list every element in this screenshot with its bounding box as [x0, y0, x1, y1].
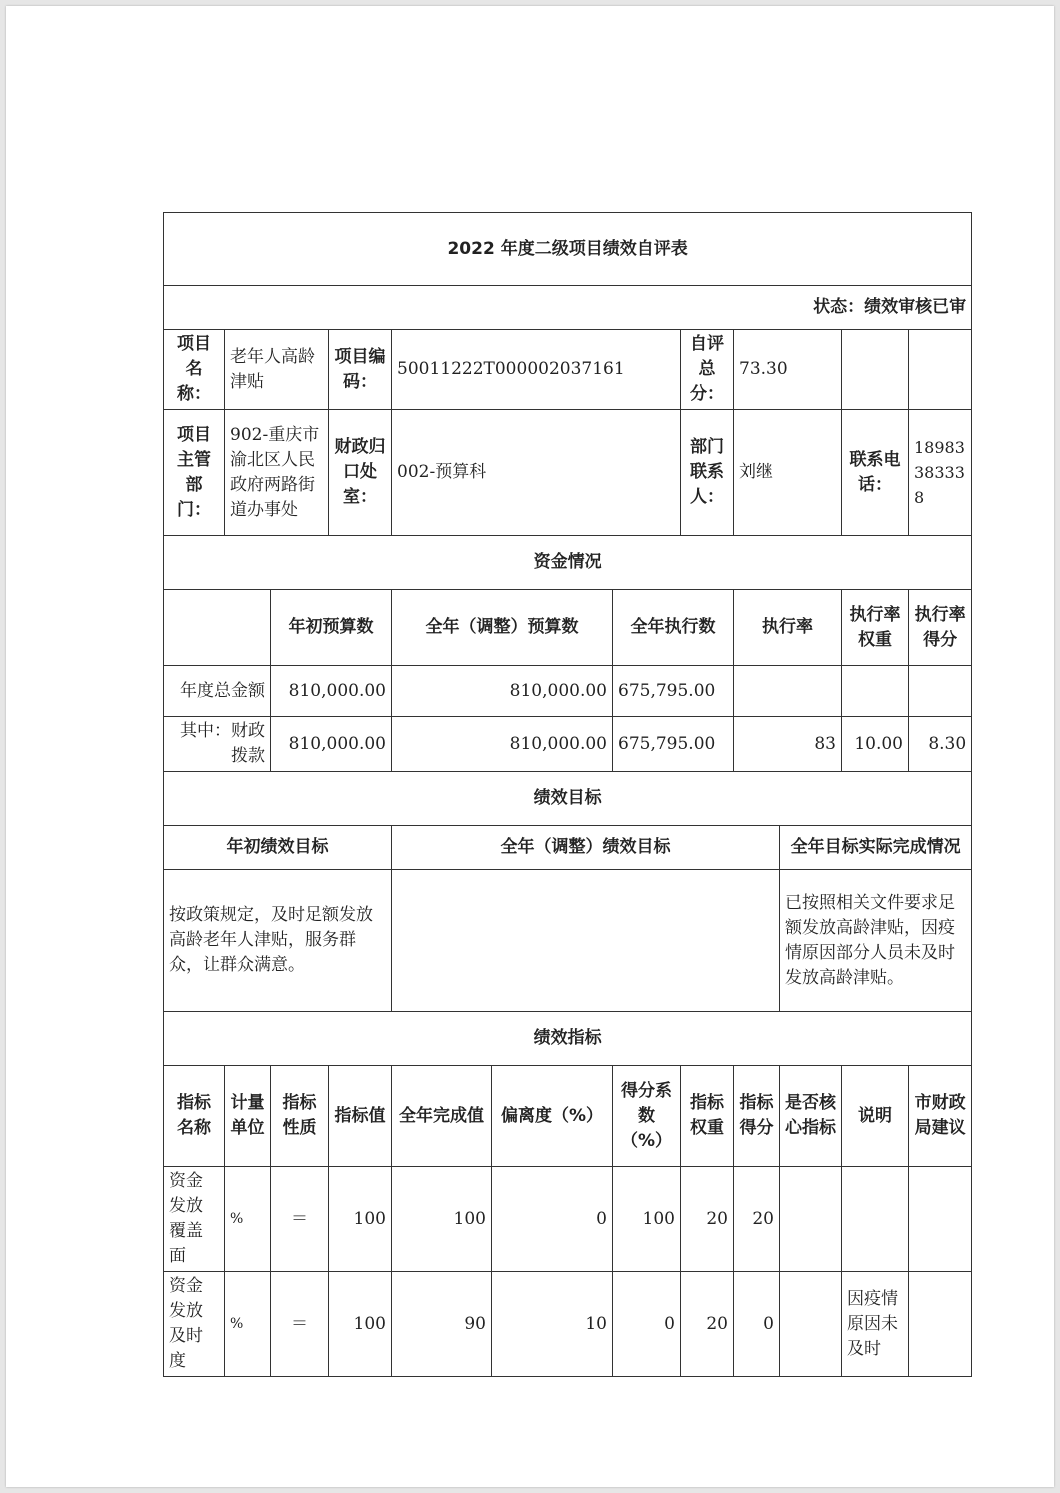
ind-header-advice: 市财政局建议: [909, 1066, 972, 1167]
ind-header-nature: 指标性质: [271, 1066, 329, 1167]
score-label: 自评总分：: [681, 330, 734, 410]
funds-cell: 83: [734, 717, 842, 772]
funds-header-initial: 年初预算数: [271, 590, 392, 666]
funds-cell: 810,000.00: [392, 666, 613, 717]
ind-cell: 90: [392, 1272, 492, 1377]
ind-cell: 100: [613, 1167, 681, 1272]
ind-header-core: 是否核心指标: [780, 1066, 842, 1167]
funds-header-executed: 全年执行数: [613, 590, 734, 666]
funds-cell: 810,000.00: [271, 717, 392, 772]
funds-row-label: 年度总金额: [164, 666, 271, 717]
ind-header-weight: 指标权重: [681, 1066, 734, 1167]
ind-cell: 100: [392, 1167, 492, 1272]
ind-cell: %: [225, 1272, 271, 1377]
table-row: [164, 1272, 972, 1377]
empty-cell: [909, 330, 972, 410]
table-row: [164, 666, 972, 717]
funds-cell: 810,000.00: [392, 717, 613, 772]
ind-cell: 20: [681, 1167, 734, 1272]
ind-cell: %: [225, 1167, 271, 1272]
funds-cell: [909, 666, 972, 717]
ind-cell: [780, 1167, 842, 1272]
ind-header-coefficient: 得分系数（%）: [613, 1066, 681, 1167]
table-row: [164, 1167, 972, 1272]
funds-cell: 10.00: [842, 717, 909, 772]
ind-cell: 资金发放覆盖面: [164, 1167, 225, 1272]
ind-cell: 10: [492, 1272, 613, 1377]
ind-cell: [909, 1167, 972, 1272]
ind-cell: [909, 1272, 972, 1377]
funds-header-adjusted: 全年（调整）预算数: [392, 590, 613, 666]
ind-header-note: 说明: [842, 1066, 909, 1167]
ind-cell: 0: [492, 1167, 613, 1272]
document-page: [6, 6, 1054, 1487]
ind-cell: 资金发放及时度: [164, 1272, 225, 1377]
funds-cell: [842, 666, 909, 717]
evaluation-table: [163, 212, 972, 1377]
project-code-label: 项目编码：: [329, 330, 392, 410]
finance-office-label: 财政归口处室：: [329, 410, 392, 536]
finance-office-value: 002-预算科: [392, 410, 681, 536]
ind-header-deviation: 偏离度（%）: [492, 1066, 613, 1167]
ind-cell: [842, 1167, 909, 1272]
goals-adjusted-text: [392, 870, 780, 1012]
phone-value: 18983383338: [909, 410, 972, 536]
ind-cell: ＝: [271, 1272, 329, 1377]
ind-cell: 0: [734, 1272, 780, 1377]
funds-cell: [734, 666, 842, 717]
goals-section-title: 绩效目标: [164, 772, 972, 826]
ind-header-value: 指标值: [329, 1066, 392, 1167]
ind-header-name: 指标名称: [164, 1066, 225, 1167]
funds-header-rate: 执行率: [734, 590, 842, 666]
ind-cell: 0: [613, 1272, 681, 1377]
goals-header-initial: 年初绩效目标: [164, 826, 392, 870]
ind-cell: [780, 1272, 842, 1377]
project-name-value: 老年人高龄津贴: [225, 330, 329, 410]
ind-cell: 20: [681, 1272, 734, 1377]
contact-label: 部门联系人：: [681, 410, 734, 536]
ind-cell: ＝: [271, 1167, 329, 1272]
ind-cell: 因疫情原因未及时: [842, 1272, 909, 1377]
ind-cell: 20: [734, 1167, 780, 1272]
funds-cell: 810,000.00: [271, 666, 392, 717]
empty-cell: [842, 330, 909, 410]
status-text: 状态：绩效审核已审: [164, 286, 972, 330]
goals-header-adjusted: 全年（调整）绩效目标: [392, 826, 780, 870]
project-code-value: 50011222T000002037161: [392, 330, 681, 410]
funds-header-blank: [164, 590, 271, 666]
dept-value: 902-重庆市渝北区人民政府两路街道办事处: [225, 410, 329, 536]
ind-cell: 100: [329, 1167, 392, 1272]
project-name-label: 项目名称：: [164, 330, 225, 410]
goals-actual-text: 已按照相关文件要求足额发放高龄津贴，因疫情原因部分人员未及时发放高龄津贴。: [780, 870, 972, 1012]
evaluation-sheet: [163, 212, 971, 1371]
contact-value: 刘继: [734, 410, 842, 536]
ind-header-completed: 全年完成值: [392, 1066, 492, 1167]
table-row: [164, 717, 972, 772]
goals-header-actual: 全年目标实际完成情况: [780, 826, 972, 870]
ind-header-score: 指标得分: [734, 1066, 780, 1167]
phone-label: 联系电话：: [842, 410, 909, 536]
goals-initial-text: 按政策规定，及时足额发放高龄老年人津贴，服务群众，让群众满意。: [164, 870, 392, 1012]
indicators-section-title: 绩效指标: [164, 1012, 972, 1066]
funds-section-title: 资金情况: [164, 536, 972, 590]
funds-row-label: 其中：财政拨款: [164, 717, 271, 772]
funds-cell: 675,795.00: [613, 666, 734, 717]
score-value: 73.30: [734, 330, 842, 410]
ind-header-unit: 计量单位: [225, 1066, 271, 1167]
page-title: 2022 年度二级项目绩效自评表: [164, 213, 972, 286]
ind-cell: 100: [329, 1272, 392, 1377]
funds-cell: 675,795.00: [613, 717, 734, 772]
funds-header-weight: 执行率权重: [842, 590, 909, 666]
funds-header-score: 执行率得分: [909, 590, 972, 666]
funds-cell: 8.30: [909, 717, 972, 772]
dept-label: 项目主管部门：: [164, 410, 225, 536]
